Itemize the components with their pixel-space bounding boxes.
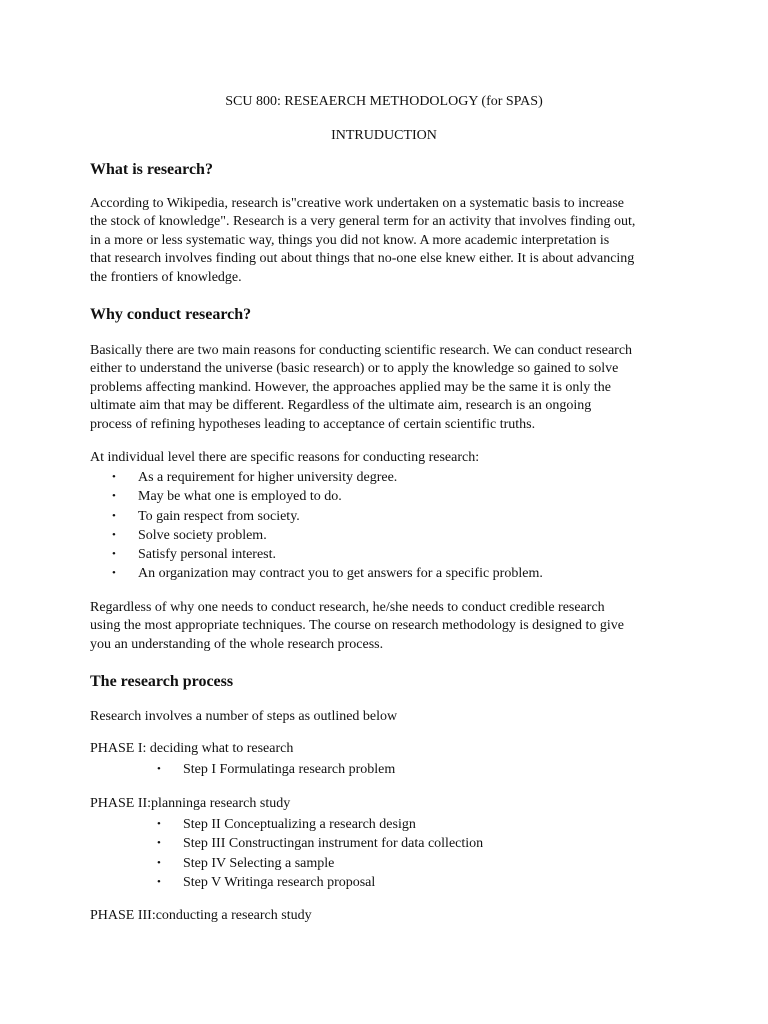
paragraph-line: in a more or less systematic way, things you did not know. A more academic interpretation is: [90, 232, 610, 248]
paragraph-line: Basically there are two main reasons for conducting scientific research. We can conduct research: [90, 343, 633, 358]
research-process-intro: Research involves a number of steps as outlined below: [90, 709, 398, 724]
paragraph-line: Regardless of why one needs to conduct research, he/she needs to conduct credible research: [90, 600, 605, 615]
document-page: SCU 800: RESEAERCH METHODOLOGY (for SPAS) INTRUDUCTION What is research? According to Wikipedia, research is"creative work undertaken on a systematic basis to increase the stock of knowledge". Research is a very general term for an activity that involves finding out, in a more or less systematic way, things you did not know. A more academic interpretation is that research involves finding out about things that no-one else knew either. It is about advancing the frontiers of knowledge. Why conduct research? Basically there are two main reasons for conducting scientific research. We can conduct research either to understand the universe (basic research) or to apply the knowledge so gained to solve problems affecting mankind. However, the approaches applied may be the same it is only the ultimate aim that may be different. Regardless of the ultimate aim, research is an ongoing process of refining hypotheses leading to acceptance of certain scientific truths. At individual level there are specific reasons for conducting research: • As a requirement for higher university degree. • May be what one is employed to do. • To gain respect from society. • Solve society problem. • Satisfy personal interest. • An organization may contract you to get answers for a specific problem. Regardless of why one needs to conduct research, he/she needs to conduct credible research using the most appropriate techniques. The course on research methodology is designed to give you an understanding of the whole research process. The research process Research involves a number of steps as outlined below PHASE I: deciding what to research • Step I Formulatinga research problem PHASE II:planninga research study • Step II Conceptualizing a research design • Step III Constructingan instrument for data collection • Step IV Selecting a sample • Step V Writinga research proposal PHASE III:conducting a research study: [0, 0, 768, 1024]
bullet-icon: •: [112, 471, 116, 483]
paragraph-line: using the most appropriate techniques. The course on research methodology is designed to give: [90, 618, 624, 634]
individual-level-intro: At individual level there are specific reasons for conducting research:: [90, 450, 480, 465]
paragraph-line: the stock of knowledge". Research is a very general term for an activity that involves finding out,: [90, 214, 636, 230]
phase-2-title: PHASE II:planninga research study: [90, 796, 291, 811]
paragraph-line: process of refining hypotheses leading to acceptance of certain scientific truths.: [90, 416, 536, 432]
bullet-icon: •: [112, 528, 116, 541]
bullet-icon: •: [112, 567, 116, 580]
phase-3-title: PHASE III:conducting a research study: [90, 908, 312, 923]
paragraph-line: problems affecting mankind. However, the approaches applied may be the same it is only the: [90, 379, 611, 395]
paragraph-closing: [90, 599, 690, 654]
paragraph-what-is-research: [90, 195, 690, 287]
heading-why-conduct-research: Why conduct research?: [90, 306, 252, 323]
bullet-icon: •: [112, 490, 116, 503]
bullet-icon: •: [157, 856, 161, 869]
paragraph-line: you an understanding of the whole research process.: [90, 636, 384, 652]
heading-research-process: The research process: [90, 673, 234, 690]
paragraph-line: According to Wikipedia, research is"creative work undertaken on a systematic basis to increase: [90, 196, 624, 211]
course-title: SCU 800: RESEAERCH METHODOLOGY (for SPAS): [225, 94, 543, 109]
bullet-icon: •: [157, 763, 161, 775]
bullet-icon: •: [157, 818, 161, 830]
bullet-icon: •: [157, 875, 161, 888]
bullet-icon: •: [112, 548, 116, 561]
heading-what-is-research: What is research?: [90, 161, 213, 178]
paragraph-why-conduct: [90, 342, 690, 434]
paragraph-line: the frontiers of knowledge.: [90, 269, 242, 285]
phase-1-title: PHASE I: deciding what to research: [90, 741, 294, 756]
paragraph-line: either to understand the universe (basic research) or to apply the knowledge so gained to solve: [90, 361, 619, 377]
bullet-icon: •: [112, 509, 116, 522]
paragraph-line: that research involves finding out about things that no-one else knew either. It is about advancing: [90, 251, 635, 267]
document-subtitle: INTRUDUCTION: [331, 128, 437, 143]
paragraph-line: ultimate aim that may be different. Regardless of the ultimate aim, research is an ongoing: [90, 398, 592, 414]
bullet-icon: •: [157, 837, 161, 850]
